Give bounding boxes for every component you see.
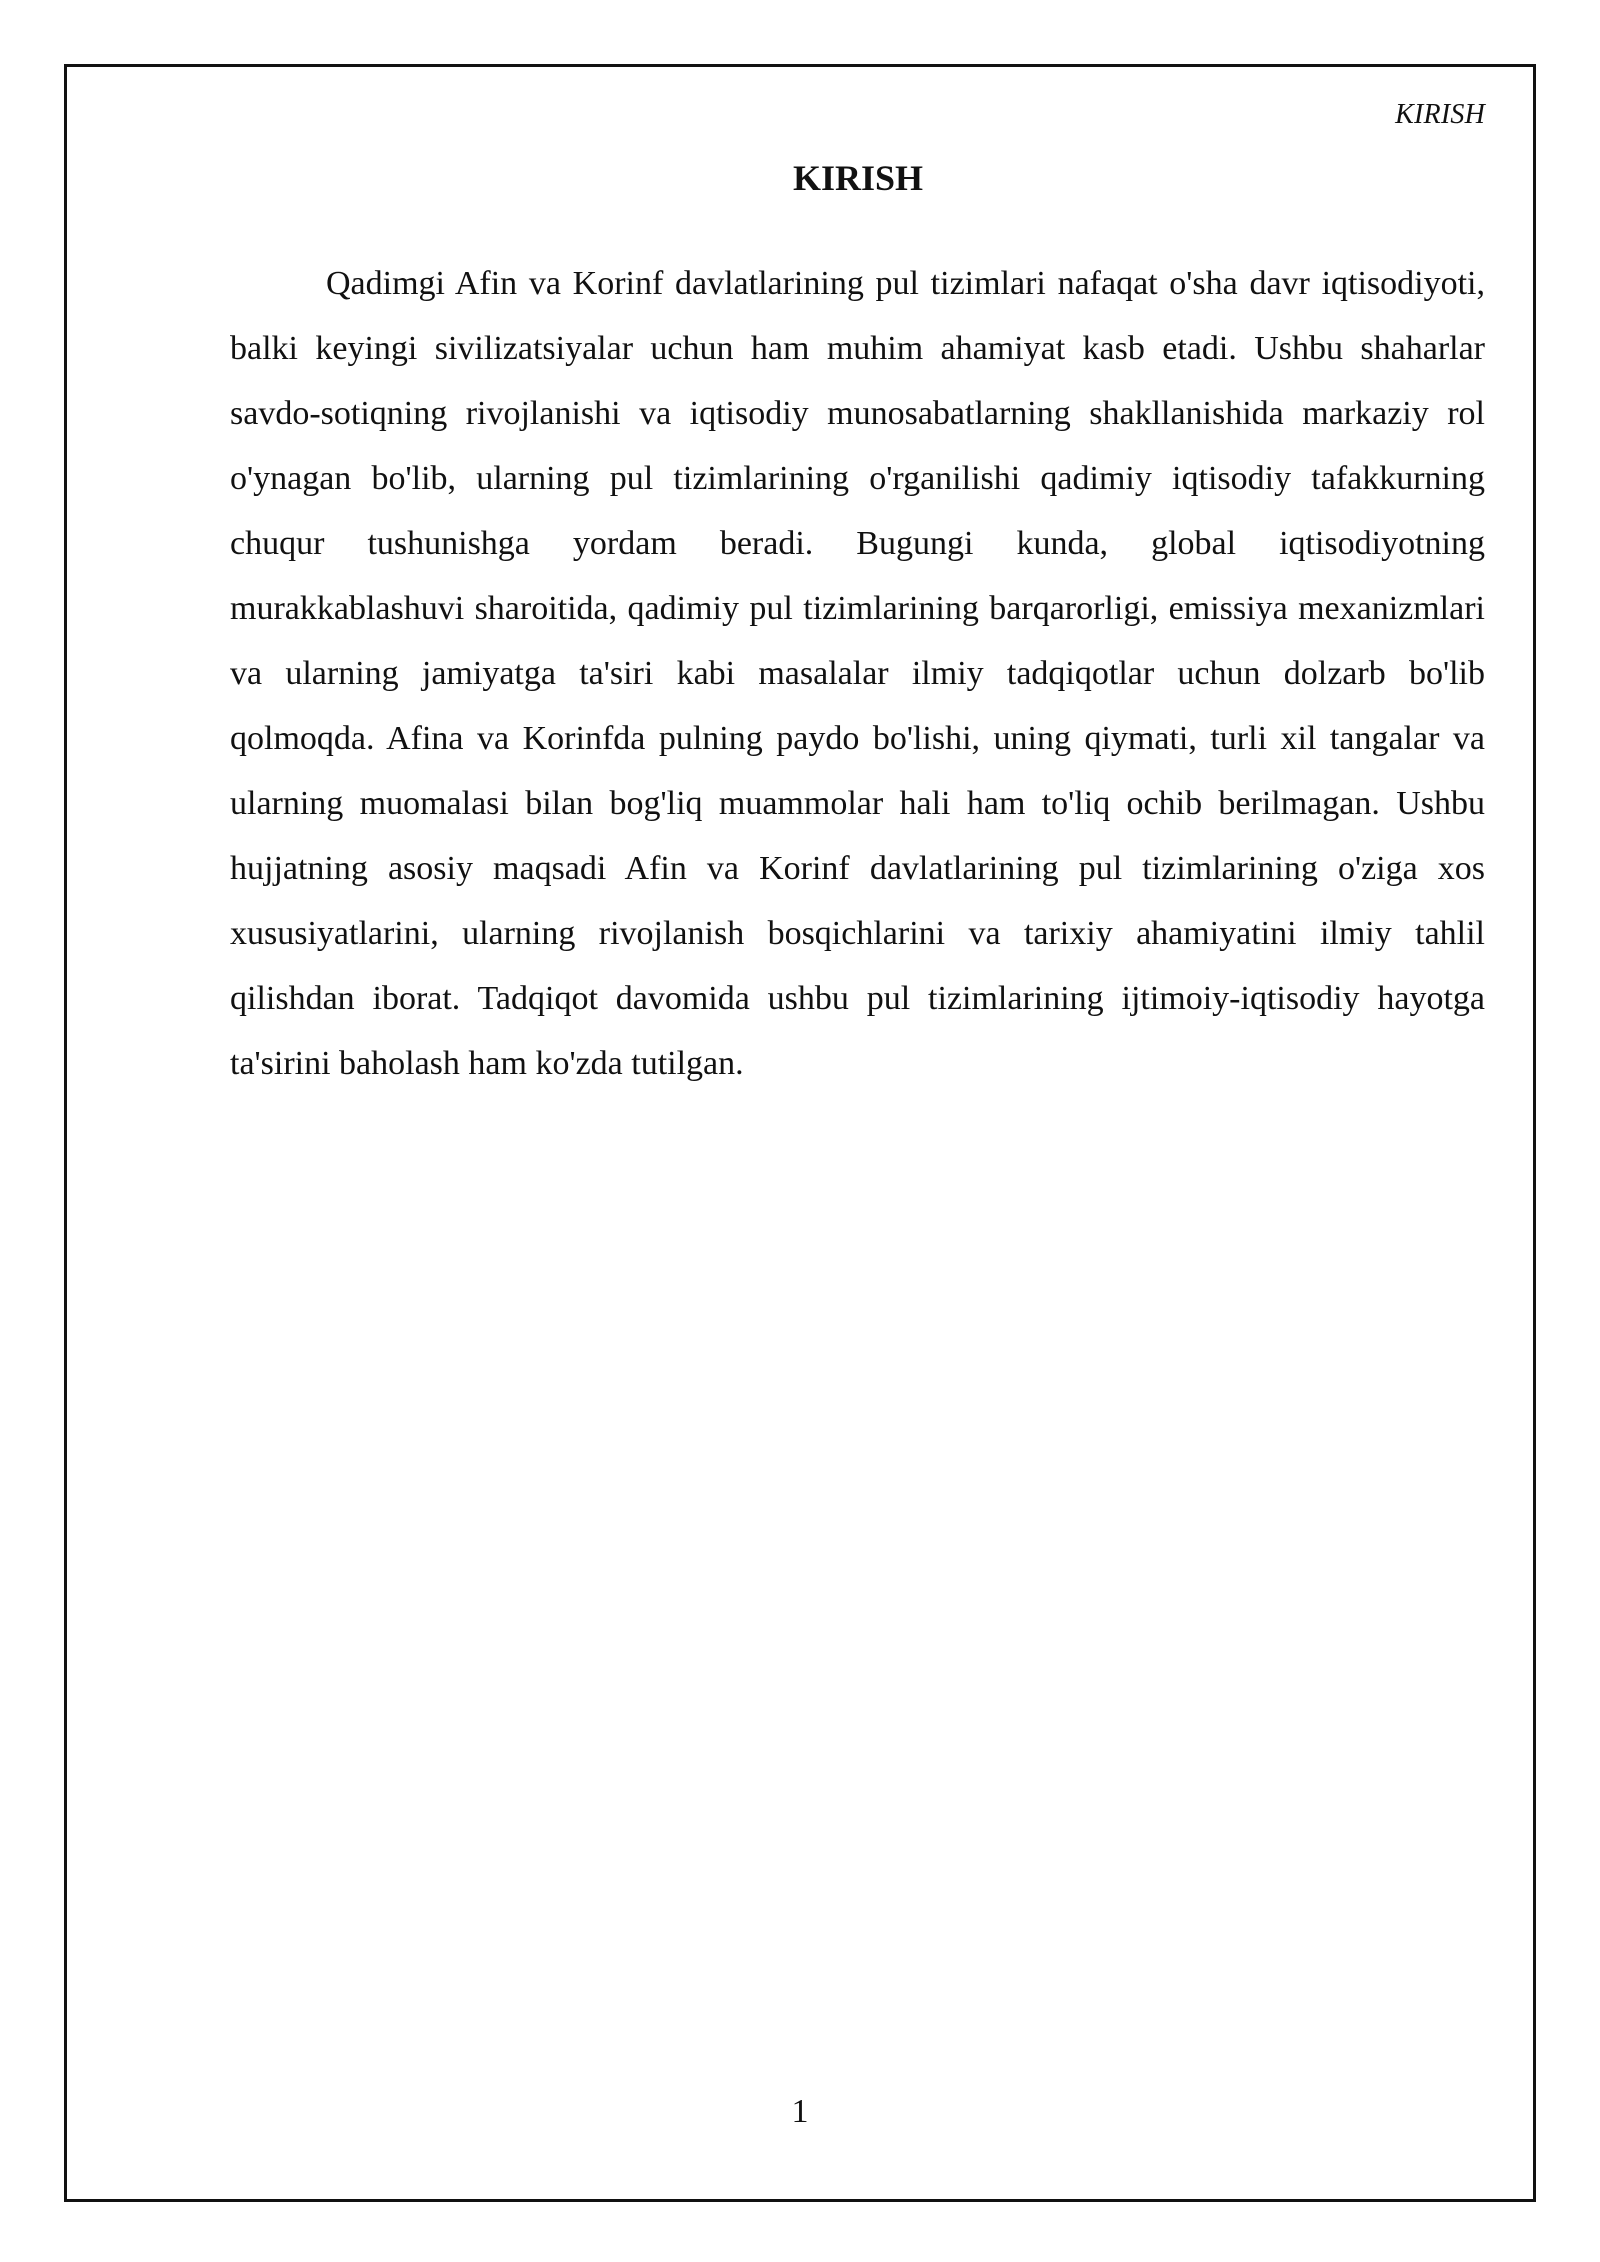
running-header-title: KIRISH	[1395, 99, 1485, 130]
intro-paragraph: Qadimgi Afin va Korinf davlatlarining pul tizimlari nafaqat o'sha davr iqtisodiyoti, balki keyingi sivilizatsiyalar uchun ham muhim ahamiyat kasb etadi. Ushbu shaharlar savdo-sotiqning rivojlanishi va iqtisodiy munosabatlarning shakllanishida markaziy rol o'ynagan bo'lib, ularning pul tizimlarining o'rganilishi qadimiy iqtisodiy tafakkurning chuqur tushunishga yordam beradi. Bugungi kunda, global iqtisodiyotning murakkablashuvi sharoitida, qadimiy pul tizimlarining barqarorligi, emissiya mexanizmlari va ularning jamiyatga ta'siri kabi masalalar ilmiy tadqiqotlar uchun dolzarb bo'lib qolmoqda. Afina va Korinfda pulning paydo bo'lishi, uning qiymati, turli xil tangalar va ularning muomalasi bilan bog'liq muammolar hali ham to'liq ochib berilmagan. Ushbu hujjatning asosiy maqsadi Afin va Korinf davlatlarining pul tizimlarining o'ziga xos xususiyatlarini, ularning rivojlanish bosqichlarini va tarixiy ahamiyatini ilmiy tahlil qilishdan iborat. Tadqiqot davomida ushbu pul tizimlarining ijtimoiy-iqtisodiy hayotga ta'sirini baholash ham ko'zda tutilgan.	[230, 265, 1485, 1082]
page-border-frame	[64, 64, 1536, 2202]
page-number: 1	[791, 2093, 809, 2130]
section-title: KIRISH	[792, 158, 924, 198]
